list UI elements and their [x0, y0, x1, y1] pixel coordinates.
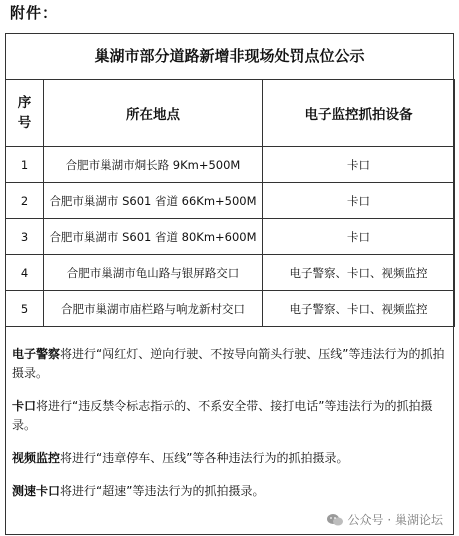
note-text: 将进行“超速”等违法行为的抓拍摄录。 — [60, 484, 265, 498]
row-location: 合肥市巢湖市 S601 省道 80Km+600M — [44, 219, 263, 255]
notes-section — [12, 345, 449, 515]
wechat-icon — [326, 513, 344, 527]
row-number: 2 — [6, 183, 44, 219]
note-term: 卡口 — [12, 399, 37, 413]
row-location: 合肥市巢湖市龟山路与银屏路交口 — [44, 255, 263, 291]
note-term: 测速卡口 — [12, 484, 61, 498]
enforcement-points-table — [5, 79, 455, 327]
table-row — [6, 147, 455, 183]
row-location: 合肥市巢湖市庙栏路与响龙新村交口 — [44, 291, 263, 327]
header-number-line1: 序 — [17, 95, 32, 111]
note-item — [12, 345, 449, 383]
note-term: 视频监控 — [12, 451, 61, 465]
note-term: 电子警察 — [12, 347, 61, 361]
table-header-row — [6, 80, 455, 147]
row-number: 1 — [6, 147, 44, 183]
watermark-text: 公众号 · 巢湖论坛 — [347, 513, 443, 527]
row-location: 合肥市巢湖市 S601 省道 66Km+500M — [44, 183, 263, 219]
note-item — [12, 397, 449, 435]
table-row — [6, 255, 455, 291]
header-number-line2: 号 — [17, 115, 32, 131]
notice-title: 巢湖市部分道路新增非现场处罚点位公示 — [94, 47, 365, 65]
header-device: 电子监控抓拍设备 — [263, 80, 455, 147]
row-device: 卡口 — [263, 219, 455, 255]
note-text: 将进行“违章停车、压线”等各种违法行为的抓拍摄录。 — [60, 451, 349, 465]
row-location: 合肥市巢湖市烔长路 9Km+500M — [44, 147, 263, 183]
row-number: 3 — [6, 219, 44, 255]
note-item — [12, 449, 449, 468]
table-row — [6, 219, 455, 255]
note-text: 将进行“违反禁令标志指示的、不系安全带、接打电话”等违法行为的抓拍摄录。 — [12, 399, 433, 432]
header-location: 所在地点 — [44, 80, 263, 147]
table-row — [6, 183, 455, 219]
note-text: 将进行“闯红灯、逆向行驶、不按导向箭头行驶、压线”等违法行为的抓拍摄录。 — [12, 347, 445, 380]
row-number: 4 — [6, 255, 44, 291]
table-row — [6, 291, 455, 327]
row-number: 5 — [6, 291, 44, 327]
row-device: 电子警察、卡口、视频监控 — [263, 291, 455, 327]
watermark — [326, 511, 443, 528]
note-item — [12, 482, 449, 501]
header-number — [6, 80, 44, 147]
row-device: 卡口 — [263, 147, 455, 183]
attachment-label: 附件： — [10, 4, 59, 22]
row-device: 电子警察、卡口、视频监控 — [263, 255, 455, 291]
row-device: 卡口 — [263, 183, 455, 219]
